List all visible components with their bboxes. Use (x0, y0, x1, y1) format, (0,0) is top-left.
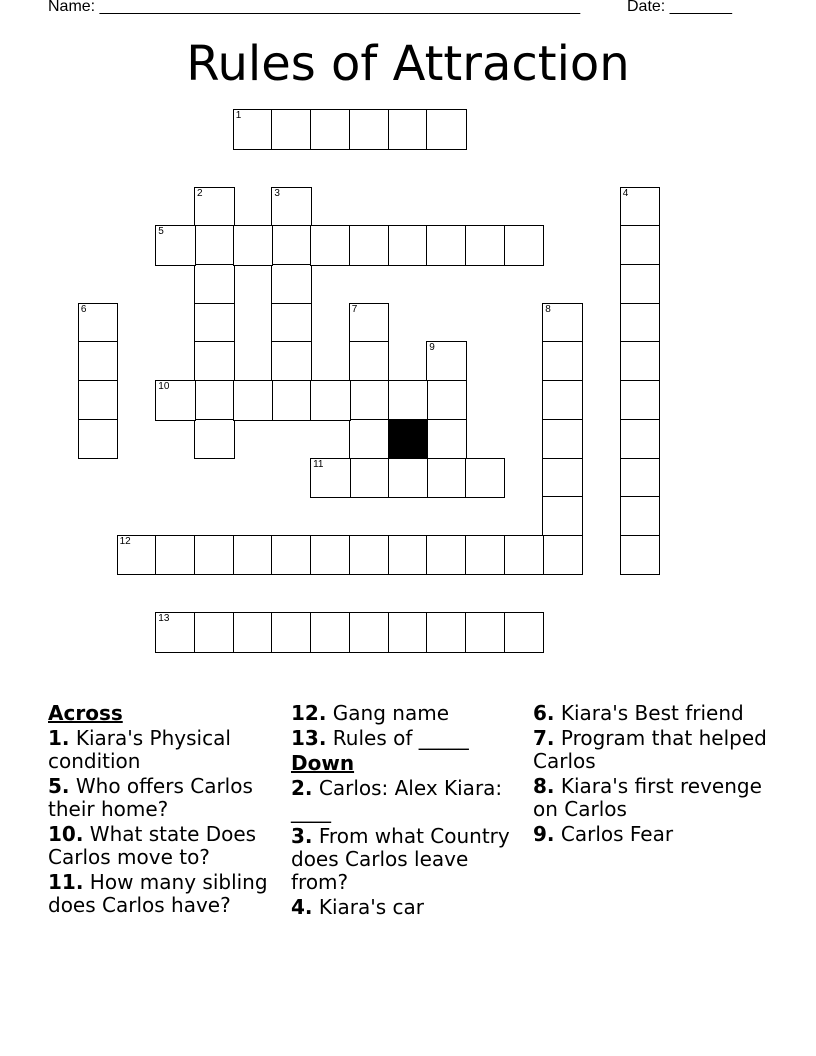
clue-down-6: 6. Kiara's Best friend (533, 701, 744, 725)
grid-cell[interactable] (194, 380, 235, 421)
grid-cell[interactable] (271, 264, 312, 305)
grid-cell[interactable] (271, 535, 312, 576)
grid-cell[interactable] (194, 187, 235, 228)
clue-number-label: 7 (351, 303, 358, 315)
clue-number-label: 5 (158, 226, 164, 238)
grid-cell[interactable] (271, 380, 312, 421)
grid-cell[interactable] (349, 225, 390, 266)
clue-number-label: 8 (545, 303, 551, 315)
grid-cell[interactable] (349, 303, 390, 344)
clue-number-label: 2 (197, 187, 203, 199)
clue-number-label: 1 (235, 110, 242, 122)
grid-cell[interactable] (78, 419, 119, 460)
clue-down-4: 4. Kiara's car (291, 895, 425, 919)
grid-cell[interactable] (349, 109, 390, 150)
clue-number-label: 13 (158, 613, 170, 625)
clue-number-label: 6 (80, 303, 87, 315)
grid-cell[interactable] (426, 225, 467, 266)
clue-across-5: 5. Who offers Carlos their home? (48, 774, 253, 821)
clue-number-label: 11 (313, 458, 324, 470)
grid-cell[interactable] (349, 419, 390, 460)
grid-cell[interactable] (388, 612, 429, 653)
grid-cell[interactable] (426, 341, 467, 382)
grid-cell[interactable] (233, 380, 274, 421)
grid-cell[interactable] (194, 535, 235, 576)
clue-across-11: 11. How many sibling does Carlos have? (48, 870, 268, 917)
clue-across-13: 13. Rules of _____ (291, 726, 469, 750)
clue-number-label: 4 (622, 187, 629, 199)
clue-across-12: 12. Gang name (291, 701, 449, 725)
grid-cell[interactable] (194, 419, 235, 460)
grid-cell[interactable] (620, 225, 661, 266)
clue-down-9: 9. Carlos Fear (533, 822, 674, 846)
clue-down-7: 7. Program that helped Carlos (533, 726, 767, 773)
grid-cell[interactable] (271, 109, 312, 150)
grid-cell[interactable] (310, 535, 351, 576)
grid-cell[interactable] (465, 458, 506, 499)
grid-cell[interactable] (388, 535, 429, 576)
down-heading: Down (291, 751, 355, 775)
grid-cell[interactable] (349, 380, 390, 421)
grid-cell[interactable] (155, 225, 196, 266)
grid-cell[interactable] (349, 458, 390, 499)
grid-cell[interactable] (542, 535, 583, 576)
grid-cell[interactable] (271, 612, 312, 653)
clue-down-3: 3. From what Country does Carlos leave from? (291, 824, 510, 894)
grid-cell[interactable] (310, 225, 351, 266)
grid-cell[interactable] (233, 109, 274, 150)
clues-column-2 (291, 702, 521, 921)
grid-cell[interactable] (542, 341, 583, 382)
grid-cell[interactable] (310, 109, 351, 150)
grid-cell[interactable] (310, 458, 351, 499)
grid-cell[interactable] (233, 225, 274, 266)
grid-cell[interactable] (117, 535, 158, 576)
grid-cell[interactable] (155, 535, 196, 576)
grid-cell[interactable] (465, 612, 506, 653)
grid-cell[interactable] (388, 225, 429, 266)
grid-cell[interactable] (78, 380, 119, 421)
grid-cell[interactable] (194, 303, 235, 344)
grid-cell[interactable] (620, 303, 661, 344)
grid-cell[interactable] (542, 496, 583, 537)
grid-cell[interactable] (78, 303, 119, 344)
grid-cell[interactable] (620, 496, 661, 537)
grid-cell[interactable] (620, 264, 661, 305)
grid-cell[interactable] (271, 303, 312, 344)
clue-number-label: 9 (429, 342, 435, 354)
grid-cell[interactable] (310, 380, 351, 421)
grid-cell[interactable] (271, 187, 312, 228)
grid-cell[interactable] (194, 341, 235, 382)
grid-cell[interactable] (465, 225, 506, 266)
grid-cell[interactable] (620, 341, 661, 382)
page-title: Rules of Attraction (186, 36, 630, 92)
date-line: Date: _______ (627, 0, 732, 15)
clue-across-1: 1. Kiara's Physical condition (48, 726, 231, 773)
grid-cell[interactable] (388, 109, 429, 150)
grid-cell[interactable] (542, 303, 583, 344)
clue-number-label: 3 (274, 187, 280, 199)
clue-across-10: 10. What state Does Carlos move to? (48, 822, 257, 869)
grid-cell[interactable] (78, 341, 119, 382)
grid-cell[interactable] (194, 225, 235, 266)
grid-cell[interactable] (542, 419, 583, 460)
clue-number-label: 12 (119, 535, 131, 547)
grid-cell[interactable] (426, 458, 467, 499)
grid-cell[interactable] (426, 612, 467, 653)
grid-cell[interactable] (194, 264, 235, 305)
grid-block (388, 419, 429, 460)
grid-cell[interactable] (504, 612, 545, 653)
clues-column-1 (48, 702, 278, 919)
name-line: Name: ______________________________________________________ (48, 0, 581, 15)
clues-column-3 (533, 702, 773, 848)
grid-cell[interactable] (504, 535, 545, 576)
grid-cell[interactable] (426, 419, 467, 460)
grid-cell[interactable] (426, 109, 467, 150)
clue-down-2: 2. Carlos: Alex Kiara: ____ (291, 776, 503, 823)
grid-cell[interactable] (620, 419, 661, 460)
grid-cell[interactable] (349, 612, 390, 653)
grid-cell[interactable] (349, 535, 390, 576)
grid-cell[interactable] (620, 535, 661, 576)
grid-cell[interactable] (504, 225, 545, 266)
grid-cell[interactable] (620, 380, 661, 421)
grid-cell[interactable] (271, 341, 312, 382)
clue-down-8: 8. Kiara's first revenge on Carlos (533, 774, 762, 821)
clue-number-label: 10 (158, 381, 170, 393)
grid-cell[interactable] (233, 535, 274, 576)
grid-cell[interactable] (388, 380, 429, 421)
grid-cell[interactable] (542, 380, 583, 421)
grid-cell[interactable] (426, 380, 467, 421)
grid-cell[interactable] (388, 458, 429, 499)
grid-cell[interactable] (542, 458, 583, 499)
grid-cell[interactable] (155, 612, 196, 653)
across-heading: Across (48, 701, 123, 725)
grid-cell[interactable] (620, 187, 661, 228)
grid-cell[interactable] (194, 612, 235, 653)
grid-cell[interactable] (620, 458, 661, 499)
grid-cell[interactable] (155, 380, 196, 421)
grid-cell[interactable] (349, 341, 390, 382)
grid-cell[interactable] (310, 612, 351, 653)
grid-cell[interactable] (233, 612, 274, 653)
grid-cell[interactable] (465, 535, 506, 576)
grid-cell[interactable] (426, 535, 467, 576)
grid-cell[interactable] (271, 225, 312, 266)
